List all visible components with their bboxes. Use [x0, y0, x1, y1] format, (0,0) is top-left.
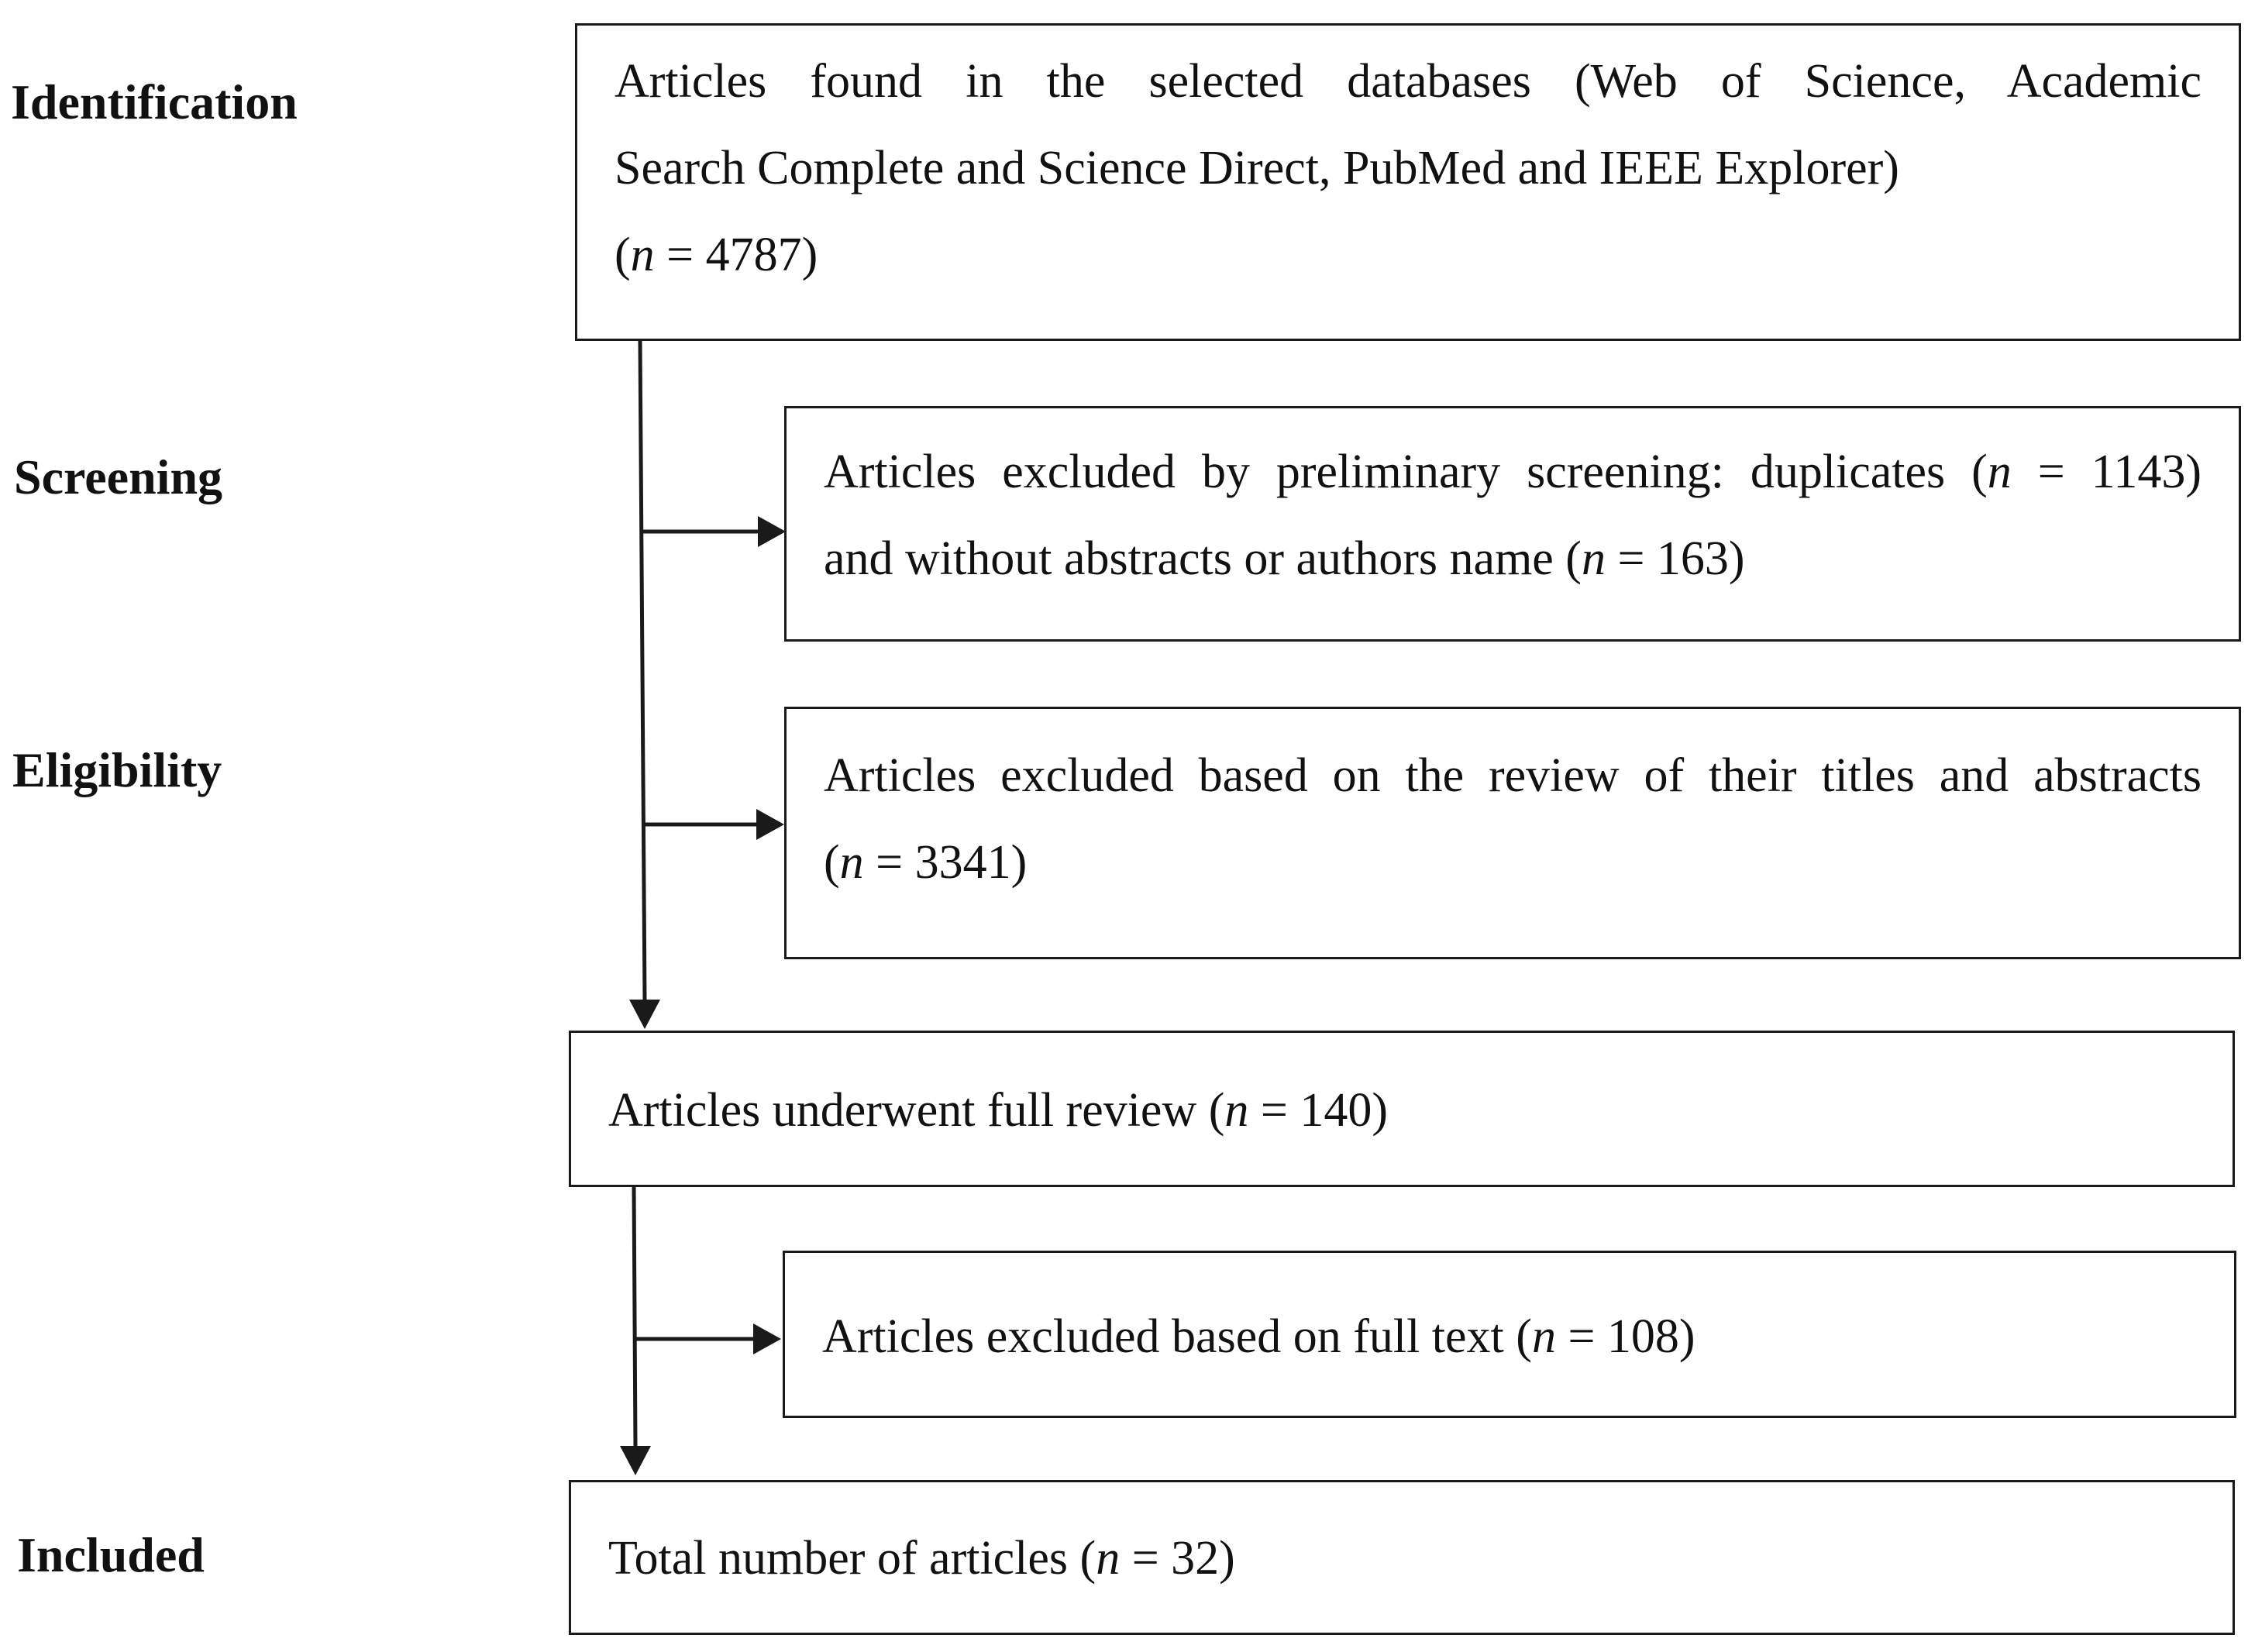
arrowhead-to-fulltext-excluded	[753, 1323, 781, 1354]
screening-excluded-box	[784, 406, 2241, 642]
paren-open: (	[824, 836, 840, 889]
total-line	[608, 1515, 2195, 1602]
n-symbol: n	[839, 836, 864, 889]
n-symbol: n	[1531, 1310, 1556, 1363]
identification-line-3	[614, 212, 2202, 298]
total-count: = 32)	[1120, 1532, 1235, 1585]
total-box	[569, 1480, 2235, 1635]
no-abstract-text: and without abstracts or authors name (	[824, 532, 1582, 585]
fulltext-excluded-line	[822, 1293, 2197, 1380]
arrowhead-to-full-review	[629, 1000, 660, 1029]
n-symbol: n	[1096, 1532, 1121, 1585]
stage-label-screening: Screening	[14, 449, 223, 504]
full-review-text: Articles underwent full review (	[608, 1084, 1225, 1137]
screening-excluded-line-2	[824, 515, 2202, 602]
arrowhead-to-eligibility-excluded	[756, 809, 784, 840]
count-value: = 3341)	[863, 836, 1028, 889]
duplicates-count: = 1143)	[2011, 446, 2202, 498]
stage-label-included: Included	[17, 1527, 205, 1582]
no-abstract-count: = 163)	[1605, 532, 1745, 585]
fulltext-excluded-count: = 108)	[1555, 1310, 1695, 1363]
fulltext-excluded-text: Articles excluded based on full text (	[822, 1310, 1532, 1363]
count-value: = 4787)	[654, 229, 818, 281]
n-symbol: n	[1224, 1084, 1249, 1137]
full-review-box	[569, 1031, 2235, 1187]
identification-line-1: Articles found in the selected databases (Web of Science, Academic	[614, 55, 2202, 108]
eligibility-excluded-line-1: Articles excluded based on the review of their titles and abstracts	[824, 749, 2202, 802]
full-review-line	[608, 1067, 2195, 1154]
identification-box	[575, 23, 2241, 341]
total-text: Total number of articles (	[608, 1532, 1096, 1585]
screening-excluded-line-1	[824, 428, 2202, 515]
trunk-line-upper	[640, 341, 645, 1000]
eligibility-excluded-box	[784, 707, 2241, 959]
identification-line-2: Search Complete and Science Direct, PubMed and IEEE Explorer)	[614, 142, 1899, 194]
arrowhead-to-screening-excluded	[758, 516, 786, 547]
stage-label-eligibility: Eligibility	[12, 742, 222, 797]
duplicates-text: Articles excluded by preliminary screening: duplicates (	[824, 446, 1988, 498]
n-symbol: n	[1581, 532, 1606, 585]
paren-open: (	[614, 229, 631, 281]
arrowhead-to-total	[620, 1446, 651, 1475]
fulltext-excluded-box	[783, 1251, 2236, 1418]
n-symbol: n	[630, 229, 655, 281]
trunk-line-lower	[634, 1186, 635, 1447]
eligibility-excluded-line-2	[824, 819, 2202, 906]
stage-label-identification: Identification	[11, 74, 298, 129]
n-symbol: n	[1987, 446, 2012, 498]
full-review-count: = 140)	[1248, 1084, 1388, 1137]
